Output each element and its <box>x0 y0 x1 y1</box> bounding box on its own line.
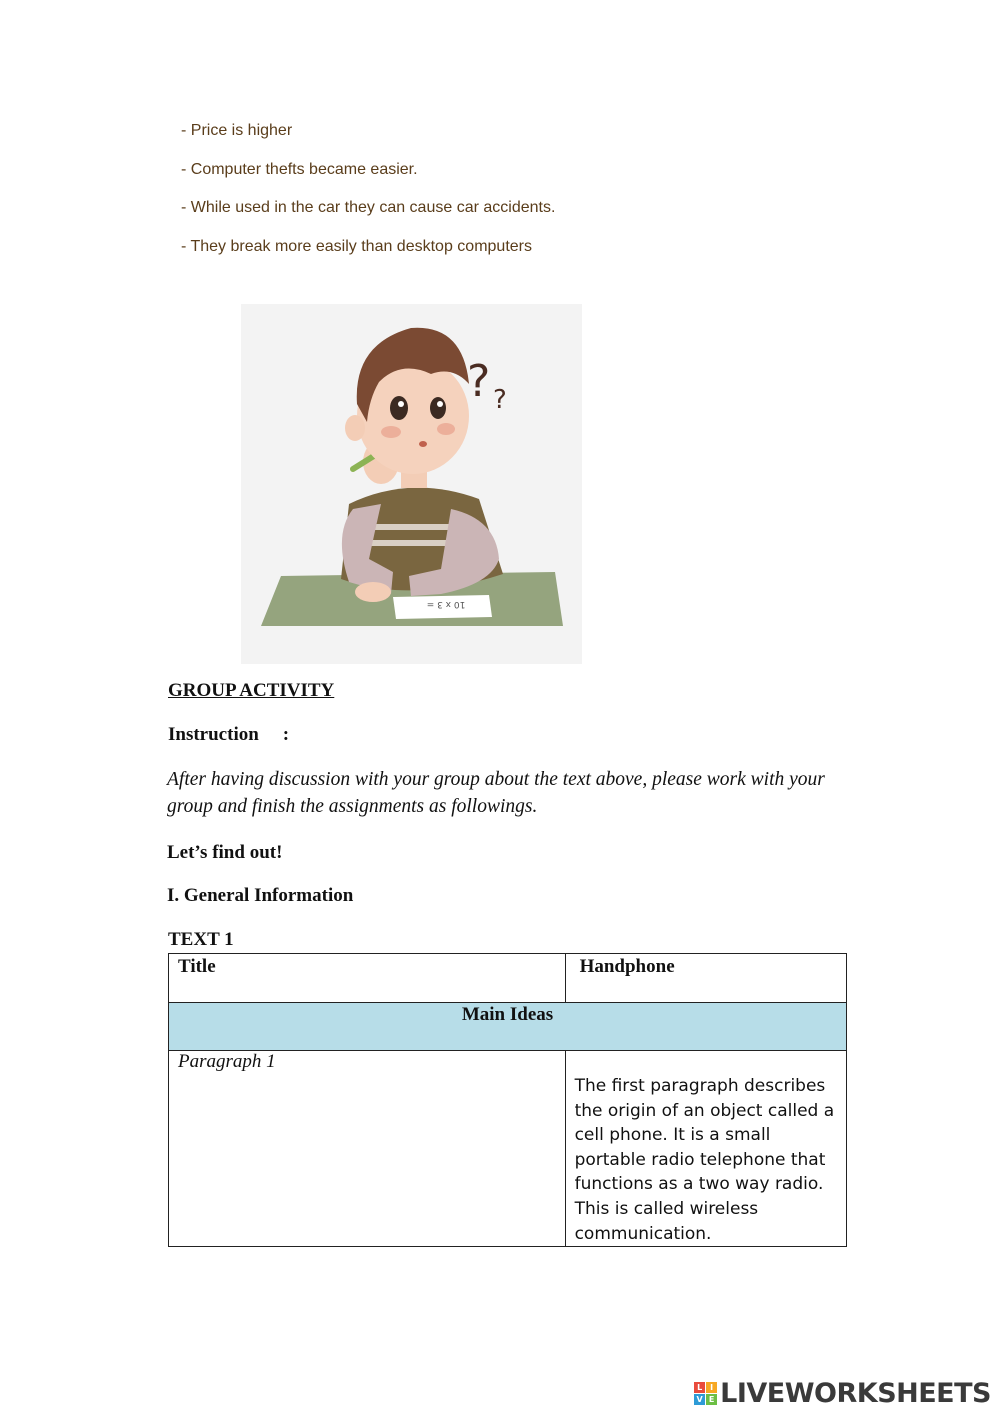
text-label: TEXT 1 <box>168 929 234 950</box>
bullet-item: - They break more easily than desktop computers <box>181 237 532 255</box>
bullet-item: - Price is higher <box>181 122 293 139</box>
bullet-item: - Computer thefts became easier. <box>181 160 418 178</box>
liveworksheets-logo-icon <box>694 1382 717 1405</box>
table-row <box>169 1051 847 1247</box>
question-mark-icon: ? <box>467 356 491 407</box>
logo-letter: E <box>706 1394 717 1405</box>
paragraph-label-cell <box>169 1051 566 1247</box>
paragraph-label: Paragraph 1 <box>178 1051 276 1072</box>
title-label: Title <box>178 956 216 977</box>
thinking-boy-illustration <box>241 304 582 664</box>
title-value: Handphone <box>579 956 675 977</box>
instruction-colon: : <box>282 724 290 745</box>
paragraph-answer-cell[interactable] <box>565 1051 846 1247</box>
title-label-cell <box>169 954 566 1003</box>
main-ideas-label: Main Ideas <box>461 1004 554 1025</box>
lets-find-out-heading: Let’s find out! <box>167 842 283 863</box>
paper-text: 10 x 3 = <box>426 599 466 609</box>
main-ideas-header <box>169 1003 847 1051</box>
bullet-item: - While used in the car they can cause car accidents. <box>181 199 556 216</box>
group-activity-heading: GROUP ACTIVITY <box>168 680 335 701</box>
section-heading: I. General Information <box>167 885 354 906</box>
paragraph-answer: The first paragraph describes the origin of an object called a cell phone. It is a small portable radio telephone that functions as a two way radio. This is called wireless communication. <box>574 1076 835 1244</box>
bullet-list <box>181 118 555 272</box>
general-information-table <box>168 953 847 1247</box>
logo-letter: V <box>694 1394 705 1405</box>
watermark-text: LIVEWORKSHEETS <box>720 1377 991 1409</box>
table-row <box>169 1003 847 1051</box>
logo-letter: I <box>706 1382 717 1393</box>
instruction-row <box>168 724 289 746</box>
instruction-text: After having discussion with your group about the text above, please work with your group and finish the assignments as followings. <box>167 769 825 817</box>
table-row <box>169 954 847 1003</box>
title-value-cell[interactable] <box>565 954 846 1003</box>
liveworksheets-watermark <box>694 1376 991 1410</box>
instruction-label: Instruction <box>168 724 259 745</box>
logo-letter: L <box>694 1382 705 1393</box>
question-mark-icon: ? <box>493 385 507 415</box>
